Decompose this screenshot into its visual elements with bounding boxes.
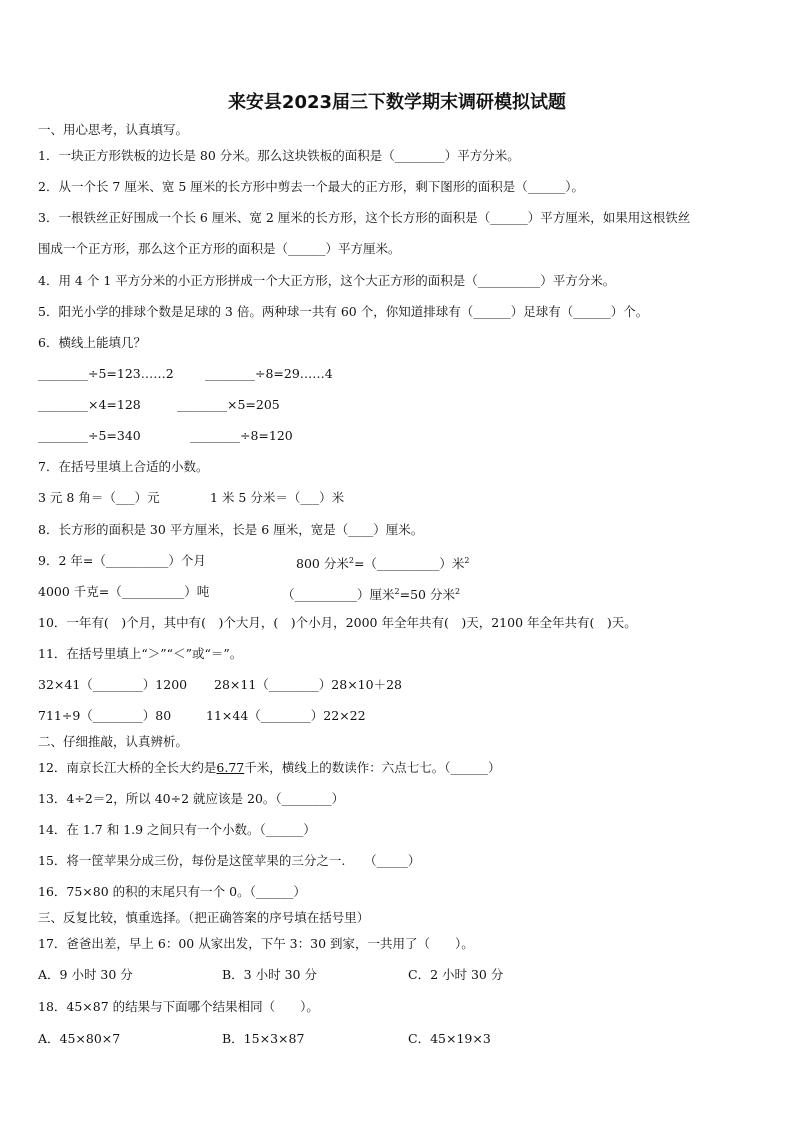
question-11-item-2: 28×11（________）28×10＋28 — [214, 677, 402, 692]
question-6-item-5: ________÷5=340 — [38, 428, 141, 443]
page-title: 来安县2023届三下数学期末调研模拟试题 — [227, 92, 567, 113]
question-6-item-3: ________×4=128 — [38, 397, 141, 412]
question-12-text-end: 千米，横线上的数读作：六点七七。（______） — [244, 760, 501, 775]
question-9-item-4-text: =50 分米 — [399, 587, 455, 603]
section-heading-2: 二、仔细推敲，认真辨析。 — [38, 734, 189, 749]
question-12-number: 6.77 — [216, 760, 245, 775]
question-6-item-1: ________÷5=123……2 — [38, 366, 174, 381]
question-5: 5．阳光小学的排球个数是足球的 3 倍。两种球一共有 60 个，你知道排球有（______）足球有（______）个。 — [38, 304, 649, 319]
question-9-item-2-blank: =（__________）米 — [353, 556, 465, 572]
question-11-item-1: 32×41（________）1200 — [38, 677, 188, 692]
question-9-item-1: 9．2 年=（__________）个月 — [38, 553, 206, 568]
question-17-option-c: C．2 小时 30 分 — [408, 967, 504, 982]
question-9-item-3: 4000 千克=（__________）吨 — [38, 584, 210, 599]
question-13: 13．4÷2＝2，所以 40÷2 就应该是 20。（________） — [38, 791, 345, 806]
question-6-item-6: ________÷8=120 — [190, 428, 293, 443]
question-4: 4．用 4 个 1 平方分米的小正方形拼成一个大正方形，这个大正方形的面积是（__________）平方分米。 — [38, 273, 616, 288]
question-12-text: 12．南京长江大桥的全长大约是 — [38, 760, 217, 775]
question-3-line-2: 围成一个正方形，那么这个正方形的面积是（______）平方厘米。 — [38, 241, 401, 256]
question-11: 11．在括号里填上“＞”“＜”或“＝”。 — [38, 646, 243, 661]
question-6-item-2: ________÷8=29……4 — [205, 366, 333, 381]
superscript: 2 — [464, 556, 470, 565]
question-17: 17．爸爸出差，早上 6：00 从家出发，下午 3：30 到家，一共用了（ ）。 — [38, 936, 474, 951]
superscript: 2 — [394, 587, 400, 596]
question-12 — [38, 760, 501, 776]
question-16: 16．75×80 的积的末尾只有一个 0。（______） — [38, 884, 306, 899]
question-10: 10．一年有( )个月，其中有( )个大月，( )个小月，2000 年全年共有( )天，2100 年全年共有( )天。 — [38, 615, 637, 630]
question-17-option-b: B．3 小时 30 分 — [222, 967, 317, 982]
question-18: 18．45×87 的结果与下面哪个结果相同（ ）。 — [38, 999, 319, 1014]
superscript: 2 — [454, 587, 461, 596]
question-15: 15．将一筐苹果分成三份，每份是这筐苹果的三分之一. （_____） — [38, 853, 421, 868]
question-7: 7．在括号里填上合适的小数。 — [38, 459, 209, 474]
question-18-option-c: C．45×19×3 — [408, 1031, 491, 1046]
question-1: 1．一块正方形铁板的边长是 80 分米。那么这块铁板的面积是（________）平方分米。 — [38, 148, 520, 163]
section-heading-3: 三、反复比较，慎重选择。（把正确答案的序号填在括号里） — [38, 910, 370, 925]
question-18-option-a: A．45×80×7 — [38, 1031, 121, 1046]
question-6: 6．横线上能填几？ — [38, 335, 146, 350]
question-11-item-3: 711÷9（________）80 — [38, 708, 172, 723]
question-9-item-2 — [296, 553, 470, 572]
question-11-item-4: 11×44（________）22×22 — [206, 708, 366, 723]
superscript: 2 — [348, 556, 354, 565]
question-18-option-b: B．15×3×87 — [222, 1031, 305, 1046]
question-7-item-2: 1 米 5 分米＝（___）米 — [210, 490, 345, 505]
question-3-line-1: 3．一根铁丝正好围成一个长 6 厘米、宽 2 厘米的长方形，这个长方形的面积是（______）平方厘米，如果用这根铁丝 — [38, 210, 691, 225]
question-9-item-4 — [282, 584, 460, 603]
question-6-item-4: ________×5=205 — [177, 397, 280, 412]
section-heading-1: 一、用心思考，认真填写。 — [38, 122, 189, 137]
question-17-option-a: A．9 小时 30 分 — [38, 967, 133, 982]
question-8: 8．长方形的面积是 30 平方厘米，长是 6 厘米，宽是（____）厘米。 — [38, 522, 424, 537]
question-14: 14．在 1.7 和 1.9 之间只有一个小数。（______） — [38, 822, 316, 837]
question-2: 2．从一个长 7 厘米、宽 5 厘米的长方形中剪去一个最大的正方形，剩下图形的面积是（______）。 — [38, 179, 585, 194]
question-9-item-4-blank: （__________）厘米 — [282, 587, 395, 603]
question-9-item-2-text: 800 分米 — [296, 556, 349, 572]
question-7-item-1: 3 元 8 角＝（___）元 — [38, 490, 160, 505]
